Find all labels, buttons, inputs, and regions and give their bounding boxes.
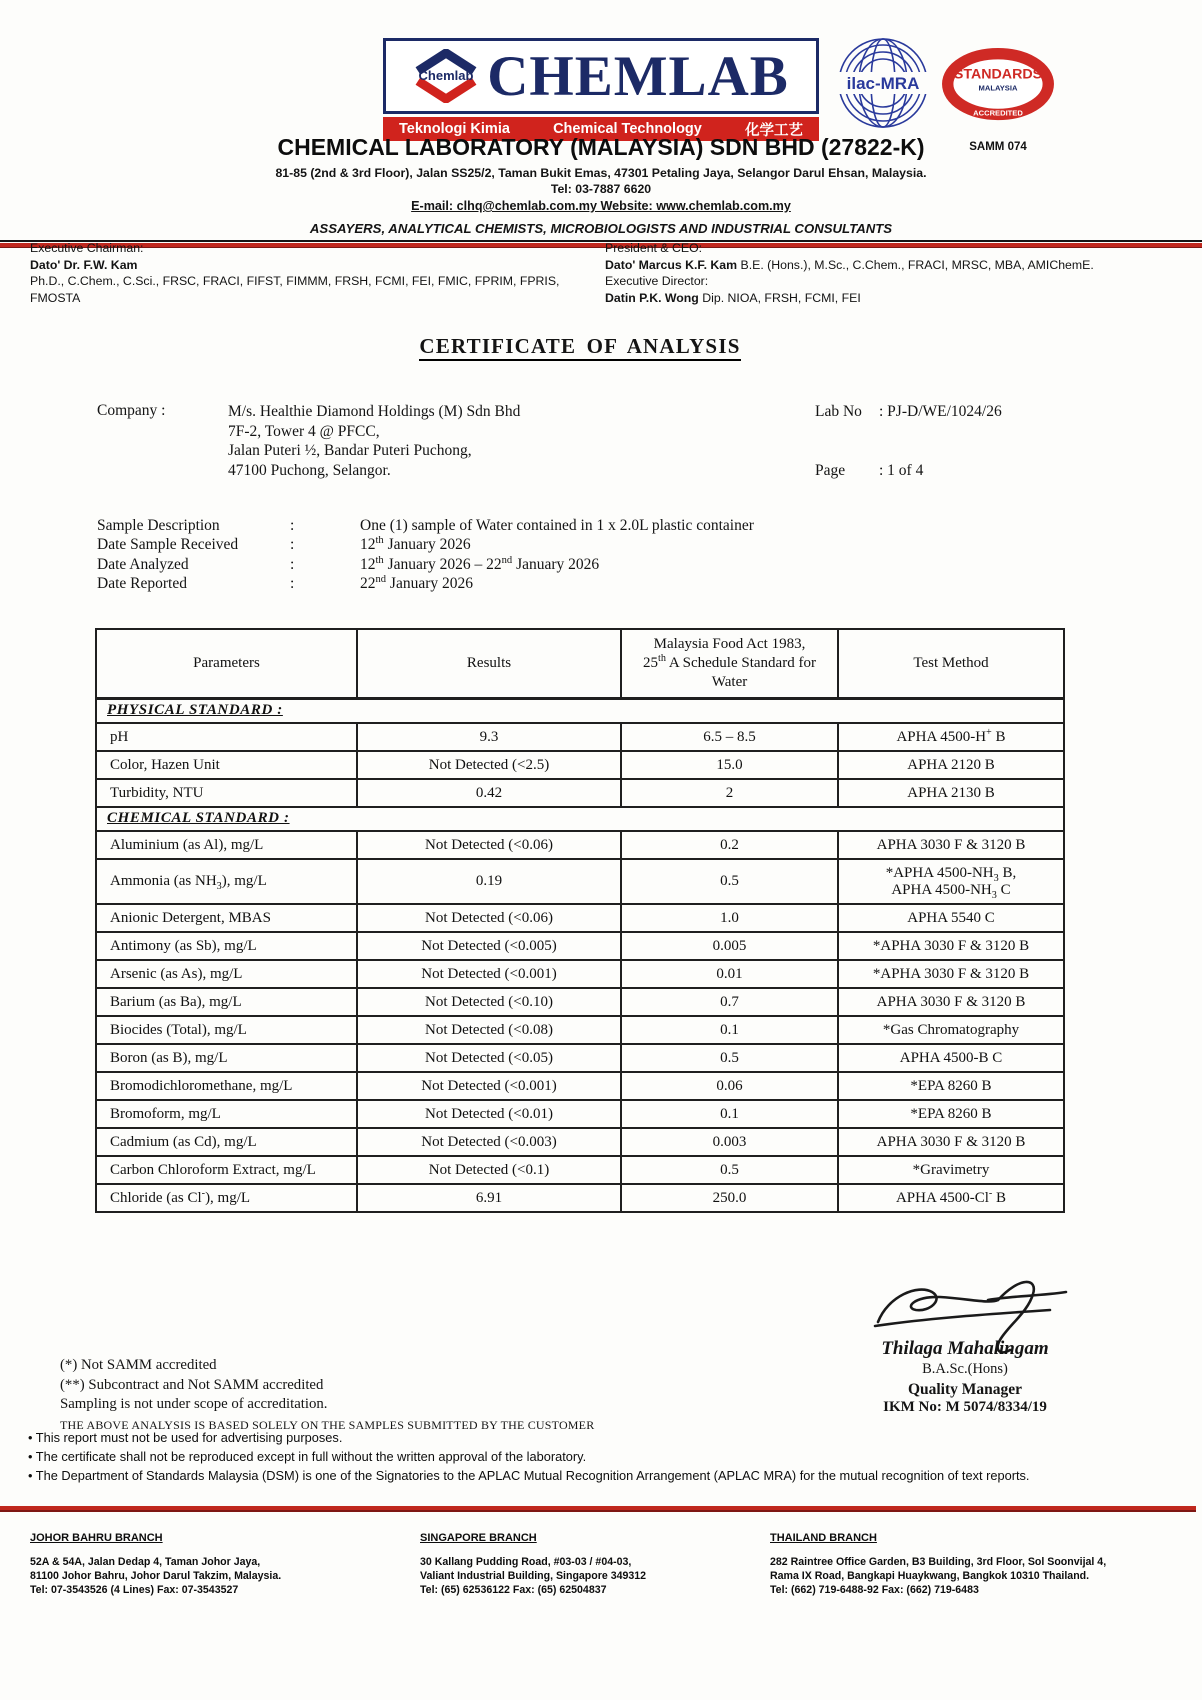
page-label: Page [815,462,846,479]
letterhead [0,134,1202,248]
chemlab-small-wordmark: Chemlab [418,68,474,83]
company-line: 7F-2, Tower 4 @ PFCC, [228,422,380,440]
method-cell: APHA 3030 F & 3120 B [838,988,1064,1016]
signatory-ikm-number: IKM No: M 5074/8334/19 [883,1399,1047,1415]
result-cell: Not Detected (<0.01) [357,1100,621,1128]
table-row [96,779,1064,807]
director-qualifications: Dip. NIOA, FRSH, FCMI, FEI [702,290,861,305]
company-line: M/s. Healthie Diamond Holdings (M) Sdn Bhd [228,403,521,420]
company-address [228,402,520,480]
company-label: Company : [97,402,166,419]
table-row [96,859,1064,904]
param-cell: Chloride (as Cl-), mg/L [96,1184,357,1212]
param-cell: Aluminium (as Al), mg/L [96,831,357,859]
branch-name: THAILAND BRANCH [770,1532,877,1544]
result-cell: Not Detected (<0.08) [357,1016,621,1044]
branch-address [420,1555,770,1597]
standards-malaysia-logo-icon [940,48,1056,122]
method-cell: APHA 3030 F & 3120 B [838,1128,1064,1156]
company-line: Jalan Puteri ½, Bandar Puteri Puchong, [228,442,472,459]
table-row [96,1184,1064,1212]
param-cell: Anionic Detergent, MBAS [96,904,357,932]
table-row [96,1016,1064,1044]
section-heading: PHYSICAL STANDARD : [107,702,283,718]
lab-no-row [815,403,1002,421]
standard-cell: 0.2 [621,831,838,859]
sample-value: 12th January 2026 – 22nd January 2026 [360,554,600,573]
branch-address-line: Tel: 07-3543526 (4 Lines) Fax: 07-3543527 [30,1584,239,1596]
malaysia-word: MALAYSIA [978,83,1018,93]
method-cell: APHA 2130 B [838,779,1064,807]
standard-cell: 0.06 [621,1072,838,1100]
sample-label: Date Analyzed [97,555,189,573]
sample-colon: : [290,555,295,573]
standard-cell: 0.7 [621,988,838,1016]
branch-column [770,1532,1185,1597]
result-cell: Not Detected (<0.06) [357,904,621,932]
param-cell: Bromoform, mg/L [96,1100,357,1128]
result-cell: Not Detected (<2.5) [357,751,621,779]
table-row [96,831,1064,859]
branch-address-line: 81100 Johor Bahru, Johor Darul Takzim, Malaysia. [30,1570,282,1582]
lab-no-label: Lab No [815,403,862,420]
sample-row [97,516,1057,535]
result-cell: 6.91 [357,1184,621,1212]
ilac-mra-logo-icon [836,36,930,130]
page-row [815,462,923,480]
method-cell: *EPA 8260 B [838,1100,1064,1128]
analysis-table [95,628,1065,1213]
table-row [96,988,1064,1016]
param-cell: Bromodichloromethane, mg/L [96,1072,357,1100]
branches-footer [30,1532,1185,1597]
table-row [96,1128,1064,1156]
footnotes [60,1356,594,1435]
standard-cell: 250.0 [621,1184,838,1212]
result-cell: Not Detected (<0.001) [357,960,621,988]
signatory-name: Thilaga Mahalingam [881,1338,1049,1359]
table-row [96,1044,1064,1072]
branch-address-line: Valiant Industrial Building, Singapore 349312 [420,1570,647,1582]
method-cell: *Gas Chromatography [838,1016,1064,1044]
officers-block [30,240,1175,306]
footnote-line: Sampling is not under scope of accreditation. [60,1396,328,1412]
sample-colon: : [290,536,295,554]
tagline-english: Chemical Technology [553,121,702,137]
president-title: President & CEO: [605,241,703,255]
chemlab-hexagon-icon [413,49,479,103]
branch-address [770,1555,1185,1597]
section-heading: CHEMICAL STANDARD : [107,810,290,826]
standard-cell: 15.0 [621,751,838,779]
param-cell: Turbidity, NTU [96,779,357,807]
lab-company-name: CHEMICAL LABORATORY (MALAYSIA) SDN BHD (27822-K) [277,134,925,160]
director-title: Executive Director: [605,274,709,288]
chemlab-logo-block [383,38,819,141]
branch-address-line: Tel: (662) 719-6488-92 Fax: (662) 719-6483 [770,1584,979,1596]
lab-address: 81-85 (2nd & 3rd Floor), Jalan SS25/2, Taman Bukit Emas, 47301 Petaling Jaya, Selangor Darul Ehsan, Malaysia. [275,166,927,180]
method-cell: APHA 3030 F & 3120 B [838,831,1064,859]
table-row [96,904,1064,932]
branch-name: SINGAPORE BRANCH [420,1532,537,1544]
chairman-name: Dato' Dr. F.W. Kam [30,257,138,272]
tagline-chinese: 化学工艺 [745,122,803,139]
method-cell: APHA 4500-B C [838,1044,1064,1072]
branch-column [420,1532,770,1597]
bullet-note-line: • The certificate shall not be reproduced except in full without the written approval of the laboratory. [28,1449,587,1464]
method-cell: *Gravimetry [838,1156,1064,1184]
standard-cell: 0.5 [621,1156,838,1184]
method-cell: APHA 4500-H+ B [838,723,1064,751]
analysis-table-wrap [95,628,1063,1213]
director-name: Datin P.K. Wong [605,290,699,305]
method-cell: *APHA $4500-NH_3$ B, APHA $4500-NH_3$ C [838,859,1064,904]
document-title-row [0,334,1160,359]
branch-address-line: Rama IX Road, Bangkapi Huaykwang, Bangkok 10310 Thailand. [770,1570,1090,1582]
page-value: : 1 of 4 [879,462,924,479]
method-cell: APHA 4500-Cl- B [838,1184,1064,1212]
standard-cell: 2 [621,779,838,807]
param-cell: pH [96,723,357,751]
chemlab-wordmark: CHEMLAB [487,44,789,108]
standards-word: STANDARDS [953,66,1043,83]
table-section-row [96,807,1064,831]
branch-address-line: Tel: (65) 62536122 Fax: (65) 62504837 [420,1584,607,1596]
method-cell: *EPA 8260 B [838,1072,1064,1100]
ilac-mra-label: ilac-MRA [846,74,920,93]
footnote-line: (*) Not SAMM accredited [60,1357,217,1373]
standard-cell: 0.1 [621,1016,838,1044]
standard-cell: 0.5 [621,1044,838,1072]
standard-cell: 0.1 [621,1100,838,1128]
method-cell: APHA 2120 B [838,751,1064,779]
standard-cell: 0.003 [621,1128,838,1156]
table-row [96,960,1064,988]
sample-label: Date Sample Received [97,536,239,554]
branch-address-line: 52A & 54A, Jalan Dedap 4, Taman Johor Jaya, [30,1556,261,1568]
method-cell: APHA 5540 C [838,904,1064,932]
param-cell: Color, Hazen Unit [96,751,357,779]
standard-cell: 0.005 [621,932,838,960]
param-cell: Ammonia (as $NH_3$), mg/L [96,859,357,904]
branch-column [30,1532,420,1597]
lab-email-website: E-mail: clhq@chemlab.com.my Website: www.chemlab.com.my [411,199,791,213]
method-cell: *APHA 3030 F & 3120 B [838,960,1064,988]
branch-address-line: 282 Raintree Office Garden, B3 Building, 3rd Floor, Sol Soonvijal 4, [770,1556,1107,1568]
president-director-block [605,240,1175,306]
bullet-note-line: • The Department of Standards Malaysia (DSM) is one of the Signatories to the APLAC Mutual Recognition Arrangement (APLAC MRA) for the mutual recognition of text reports. [28,1468,1030,1483]
sample-value: 22nd January 2026 [360,574,473,593]
result-cell: Not Detected (<0.05) [357,1044,621,1072]
analysis-table-body [96,699,1064,1213]
bullet-notes [28,1428,1193,1485]
method-cell: *APHA 3030 F & 3120 B [838,932,1064,960]
param-cell: Barium (as Ba), mg/L [96,988,357,1016]
section-heading-cell [96,699,1064,724]
lab-no-value: : PJ-D/WE/1024/26 [879,403,1002,420]
branch-name: JOHOR BAHRU BRANCH [30,1532,163,1544]
president-name: Dato' Marcus K.F. Kam [605,257,738,272]
table-row [96,932,1064,960]
standard-cell: 6.5 – 8.5 [621,723,838,751]
branch-address [30,1555,420,1597]
header-standard: Malaysia Food Act 1983, 25th A Schedule Standard for Water [621,629,838,699]
accredited-word: ACCREDITED [973,108,1023,118]
standard-cell: 0.01 [621,960,838,988]
sample-row [97,574,1057,593]
sample-row [97,535,1057,554]
table-section-row [96,699,1064,724]
result-cell: Not Detected (<0.06) [357,831,621,859]
param-cell: Carbon Chloroform Extract, mg/L [96,1156,357,1184]
chairman-qualifications: Ph.D., C.Chem., C.Sci., FRSC, FRACI, FIFST, FIMMM, FRSH, FCMI, FEI, FMIC, FPRIM, FPRIS, FMOSTA [30,274,560,305]
sample-value: One (1) sample of Water contained in 1 x 2.0L plastic container [360,517,754,534]
header-parameters: Parameters [96,629,357,699]
param-cell: Cadmium (as Cd), mg/L [96,1128,357,1156]
company-line: 47100 Puchong, Selangor. [228,461,391,479]
sample-info [97,516,1057,594]
param-cell: Boron (as B), mg/L [96,1044,357,1072]
result-cell: Not Detected (<0.10) [357,988,621,1016]
result-cell: 9.3 [357,723,621,751]
table-row [96,1072,1064,1100]
analysis-basis-note: THE ABOVE ANALYSIS IS BASED SOLELY ON THE SAMPLES SUBMITTED BY THE CUSTOMER [60,1417,595,1432]
table-row [96,1100,1064,1128]
result-cell: 0.19 [357,859,621,904]
president-qualifications: B.E. (Hons.), M.Sc., C.Chem., FRACI, MRSC, MBA, AMIChemE. [740,257,1094,272]
result-cell: Not Detected (<0.1) [357,1156,621,1184]
sample-row [97,555,1057,574]
table-row [96,1156,1064,1184]
sample-colon: : [290,517,295,534]
document-title: CERTIFICATE OF ANALYSIS [419,334,740,361]
table-row [96,723,1064,751]
signature-block [845,1338,1085,1416]
tagline-malay: Teknologi Kimia [399,121,510,137]
lab-telephone: Tel: 03-7887 6620 [550,182,652,196]
signatory-degree: B.A.Sc.(Hons) [922,1361,1008,1377]
footnote-line: (**) Subcontract and Not SAMM accredited [60,1376,324,1393]
standard-cell: 0.5 [621,859,838,904]
sample-value: 12th January 2026 [360,535,471,554]
table-row [96,751,1064,779]
header-test-method: Test Method [838,629,1064,699]
section-heading-cell [96,807,1064,831]
red-rule-bottom [0,1506,1196,1512]
result-cell: Not Detected (<0.001) [357,1072,621,1100]
chairman-title: Executive Chairman: [30,241,144,255]
signatory-role: Quality Manager [907,1381,1023,1398]
branch-address-line: 30 Kallang Pudding Road, #03-03 / #04-03, [420,1556,632,1568]
sample-label: Date Reported [97,575,187,593]
samm-number: SAMM 074 [969,141,1027,153]
standard-cell: 1.0 [621,904,838,932]
chemlab-logo [383,38,819,114]
param-cell: Antimony (as Sb), mg/L [96,932,357,960]
result-cell: Not Detected (<0.005) [357,932,621,960]
executive-chairman-block [30,240,605,306]
sample-label: Sample Description [97,517,220,534]
result-cell: 0.42 [357,779,621,807]
param-cell: Arsenic (as As), mg/L [96,960,357,988]
sample-colon: : [290,575,295,593]
bullet-note-line: • This report must not be used for advertising purposes. [28,1430,343,1445]
lab-descriptor: ASSAYERS, ANALYTICAL CHEMISTS, MICROBIOLOGISTS AND INDUSTRIAL CONSULTANTS [309,221,893,236]
table-header-row [96,629,1064,699]
header-results: Results [357,629,621,699]
param-cell: Biocides (Total), mg/L [96,1016,357,1044]
result-cell: Not Detected (<0.003) [357,1128,621,1156]
